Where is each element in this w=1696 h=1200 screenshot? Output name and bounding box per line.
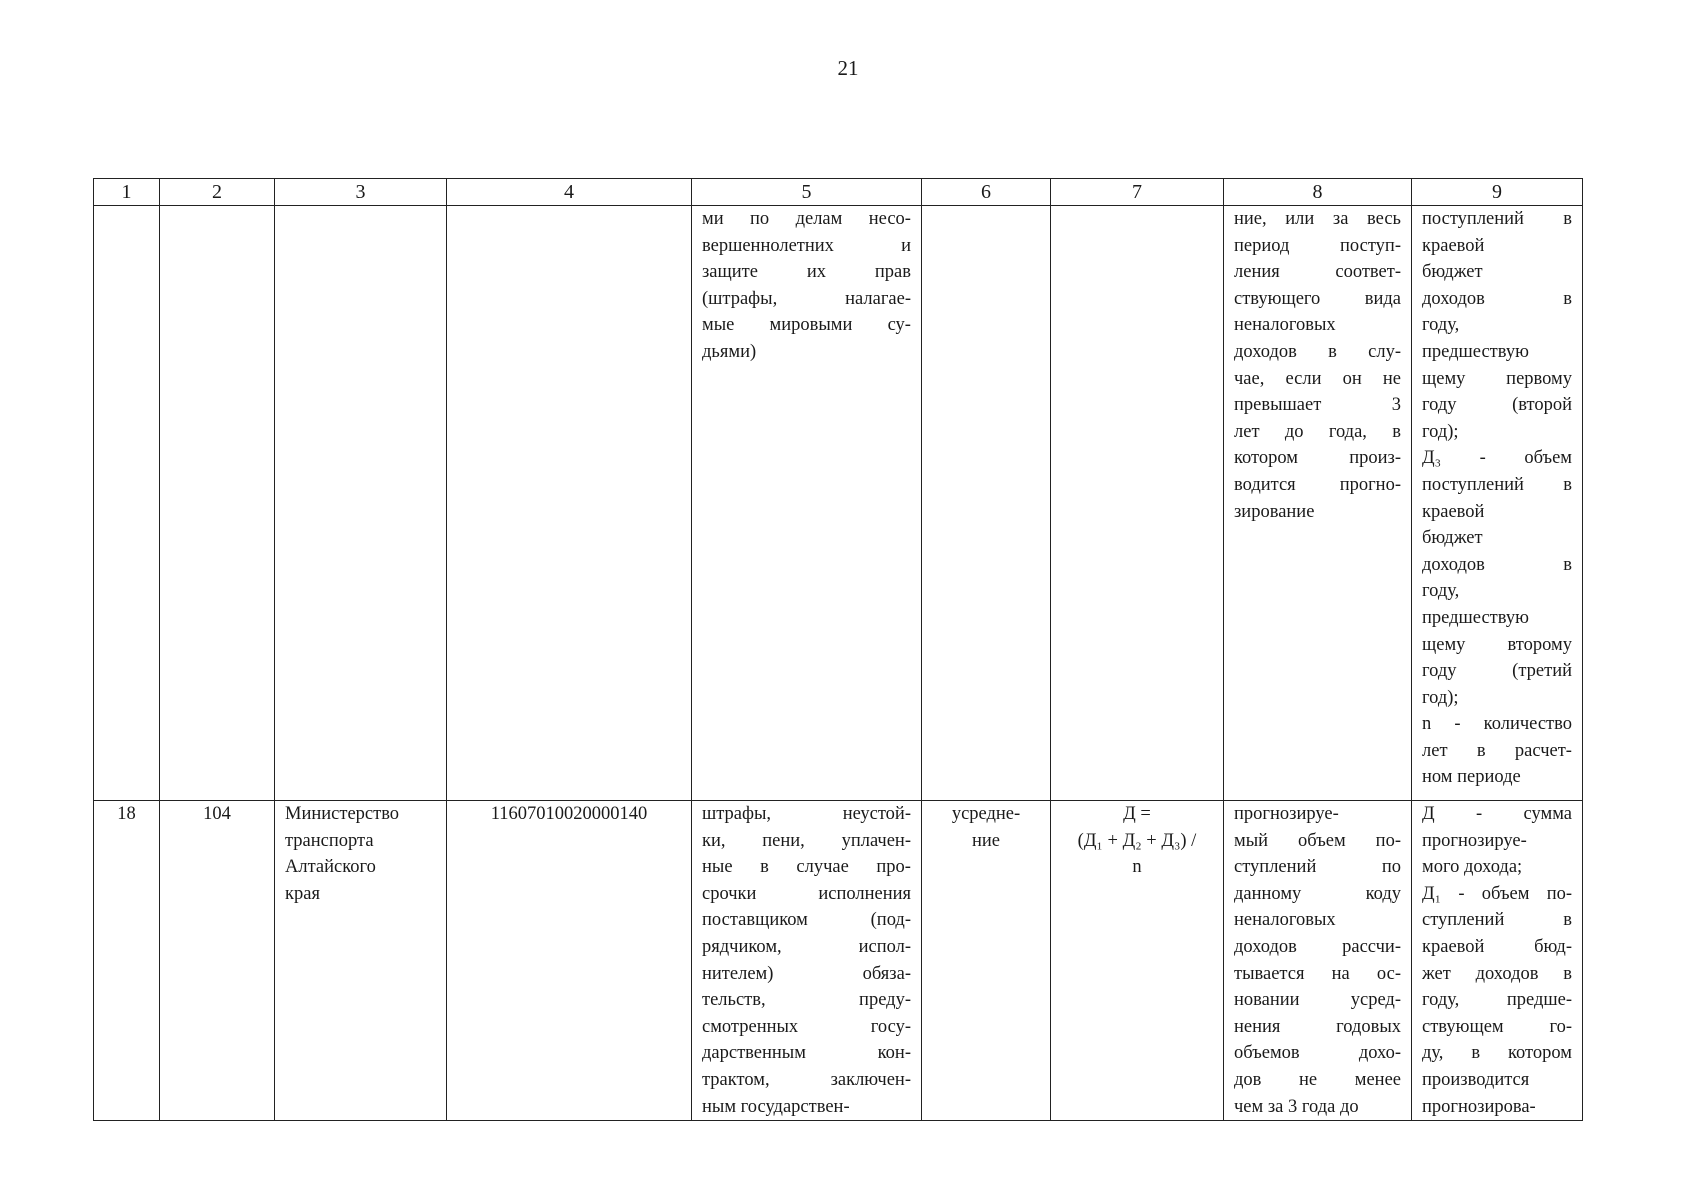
cell-revenue-name [692, 801, 922, 1121]
cell-text: прогнозируе- мый объем по- ступлений по данному коду неналоговых доходов рассчи- тывается на ос- новании усред- нения годовых объемов дохо- дов не менее чем за 3 года до [1234, 804, 1401, 1117]
column-number-row [94, 179, 1583, 206]
cell-text: поступлений в краевой бюджет доходов в году, предшествую щему первому году (второй год); Д₃ - объем поступлений в краевой бюджет доходов в году, предшествую щему второму году (третий год); n - количество лет в расчет- ном периоде [1422, 209, 1572, 788]
cell-administrator [275, 801, 447, 1121]
column-header-6: 6 [922, 179, 1051, 206]
revenue-forecast-table [93, 178, 1583, 1121]
column-header-5: 5 [692, 179, 922, 206]
table-row [94, 801, 1583, 1121]
cell-text: 104 [203, 804, 231, 824]
cell-algorithm [1224, 801, 1412, 1121]
table-row [94, 206, 1583, 801]
column-header-9: 9 [1412, 179, 1583, 206]
column-header-7: 7 [1051, 179, 1224, 206]
cell-formula [1051, 206, 1224, 801]
cell-revenue-name [692, 206, 922, 801]
cell-row-number [94, 206, 160, 801]
cell-text: Д = (Д₁ + Д₂ + Д₃) / n [1077, 804, 1197, 878]
cell-kbk-code [447, 206, 692, 801]
page-number: 21 [837, 56, 859, 80]
cell-method [922, 801, 1051, 1121]
cell-text: ми по делам несо- вершеннолетних и защите их прав (штрафы, налагае- мые мировыми су- дьями) [702, 209, 911, 362]
cell-text: усредне- ние [951, 804, 1021, 851]
cell-method [922, 206, 1051, 801]
cell-algorithm [1224, 206, 1412, 801]
column-header-2: 2 [160, 179, 275, 206]
cell-formula [1051, 801, 1224, 1121]
cell-admin-code [160, 801, 275, 1121]
cell-text: штрафы, неустой- ки, пени, уплачен- ные в случае про- срочки исполнения поставщиком (под- рядчиком, испол- нителем) обяза- тельств, преду- смотренных госу- дарственным кон- трактом, заключен- ным государствен- [702, 804, 911, 1117]
cell-administrator [275, 206, 447, 801]
column-header-3: 3 [275, 179, 447, 206]
cell-indicators [1412, 801, 1583, 1121]
cell-indicators [1412, 206, 1583, 801]
cell-text: ние, или за весь период поступ- ления соответ- ствующего вида неналоговых доходов в слу- чае, если он не превышает 3 лет до года, в котором произ- водится прогно- зирование [1234, 209, 1401, 522]
column-header-8: 8 [1224, 179, 1412, 206]
cell-text: 11607010020000140 [490, 804, 648, 824]
column-header-1: 1 [94, 179, 160, 206]
cell-row-number [94, 801, 160, 1121]
cell-text: 18 [117, 804, 136, 824]
column-header-4: 4 [447, 179, 692, 206]
cell-admin-code [160, 206, 275, 801]
cell-text: Д - сумма прогнозируе- мого дохода; Д₁ - объем по- ступлений в краевой бюд- жет доходов в году, предше- ствующем го- ду, в котором производится прогнозирова- [1422, 804, 1572, 1117]
cell-text: Министерство транспорта Алтайского края [285, 804, 400, 904]
cell-kbk-code [447, 801, 692, 1121]
